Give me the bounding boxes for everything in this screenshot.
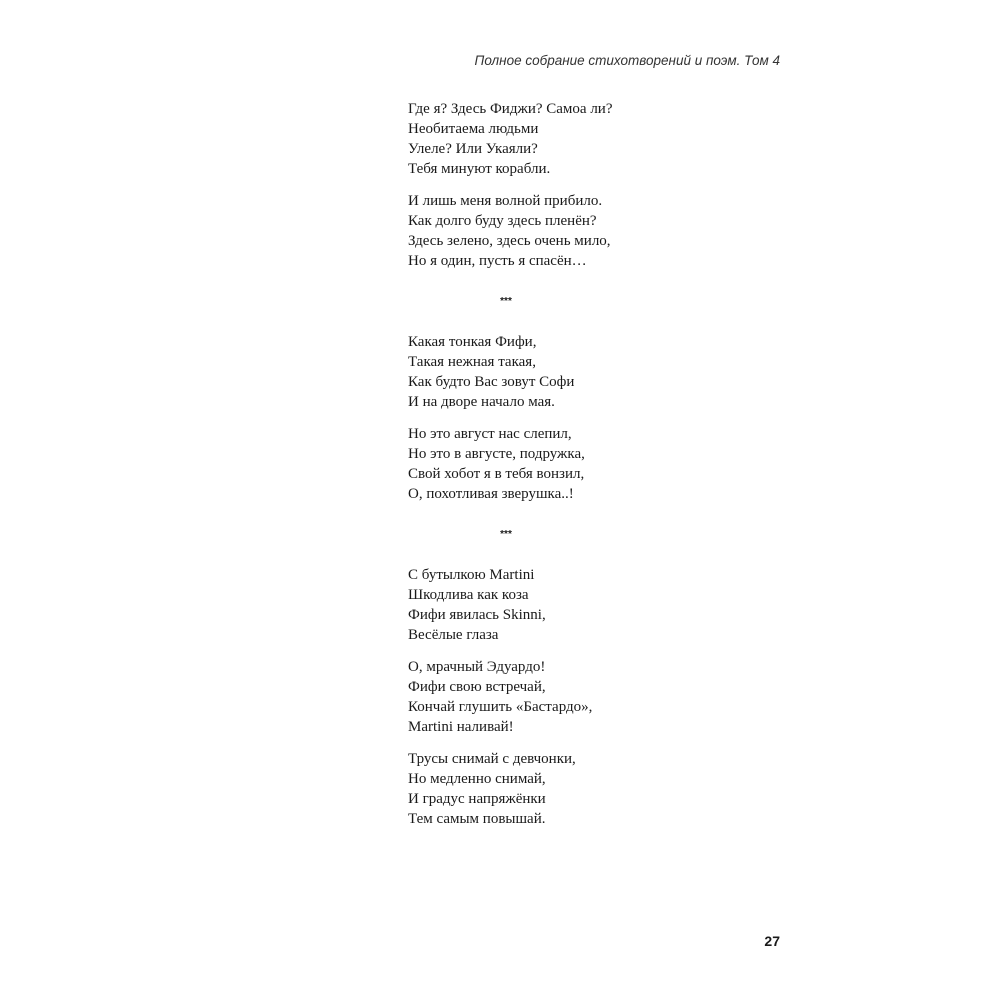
verse-line: Но это август нас слепил, <box>408 426 572 442</box>
stanza <box>408 657 768 737</box>
stanza <box>408 565 768 645</box>
verse-line: Такая нежная такая, <box>408 354 536 370</box>
verse-line: Весёлые глаза <box>408 627 499 643</box>
verse-line: Тебя минуют корабли. <box>408 161 551 177</box>
verse-line: Но я один, пусть я спасён… <box>408 253 587 269</box>
verse-line: Как долго буду здесь пленён? <box>408 213 597 229</box>
poem-separator: *** <box>500 296 512 307</box>
verse-line: Улеле? Или Укаяли? <box>408 141 538 157</box>
stanza <box>408 749 768 829</box>
verse-line: Фифи свою встречай, <box>408 679 546 695</box>
verse-line: Необитаема людьми <box>408 121 539 137</box>
stanza <box>408 424 768 504</box>
verse-line: Martini наливай! <box>408 719 514 735</box>
verse-line: Здесь зелено, здесь очень мило, <box>408 233 611 249</box>
stanza <box>408 191 768 271</box>
poem <box>408 99 768 271</box>
verse-line: Свой хобот я в тебя вонзил, <box>408 466 585 482</box>
verse-line: Фифи явилась Skinni, <box>408 607 546 623</box>
poem-column <box>408 99 768 841</box>
running-head: Полное собрание стихотворений и поэм. Том 4 <box>474 53 780 68</box>
verse-line: И лишь меня волной прибило. <box>408 193 603 209</box>
verse-line: С бутылкою Martini <box>408 567 535 583</box>
poem-separator: *** <box>500 529 512 540</box>
verse-line: Шкодлива как коза <box>408 587 529 603</box>
poem <box>408 525 768 829</box>
stanza <box>408 99 768 179</box>
verse-line: Какая тонкая Фифи, <box>408 334 537 350</box>
verse-line: И на дворе начало мая. <box>408 394 555 410</box>
stanza <box>408 332 768 412</box>
page-number: 27 <box>764 933 780 949</box>
verse-line: Где я? Здесь Фиджи? Самоа ли? <box>408 101 613 117</box>
verse-line: Но это в августе, подружка, <box>408 446 585 462</box>
verse-line: Тем самым повышай. <box>408 811 546 827</box>
verse-line: И градус напряжёнки <box>408 791 546 807</box>
verse-line: Кончай глушить «Бастардо», <box>408 699 593 715</box>
verse-line: О, похотливая зверушка..! <box>408 486 574 502</box>
verse-line: Но медленно снимай, <box>408 771 546 787</box>
verse-line: Как будто Вас зовут Софи <box>408 374 575 390</box>
poem <box>408 292 768 504</box>
verse-line: Трусы снимай с девчонки, <box>408 751 576 767</box>
verse-line: О, мрачный Эдуардо! <box>408 659 546 675</box>
